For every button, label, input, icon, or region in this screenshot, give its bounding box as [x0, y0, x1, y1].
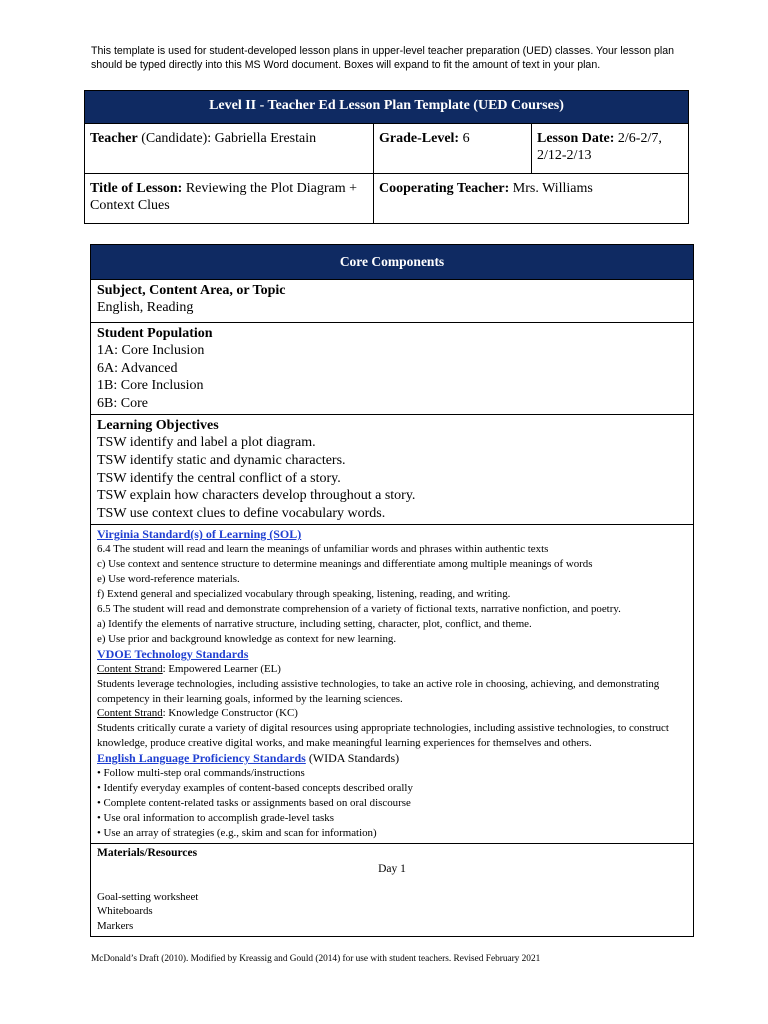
- cooperating-teacher-label: Cooperating Teacher:: [379, 181, 510, 196]
- elp-suffix: (WIDA Standards): [305, 751, 400, 766]
- sol-line: a) Identify the elements of narrative structure, including setting, character, plot, conflict, and theme.: [97, 617, 532, 630]
- objective-item: TSW identify the central conflict of a story.: [97, 470, 341, 486]
- cooperating-teacher-cell: [374, 174, 689, 224]
- grade-cell: [374, 124, 532, 174]
- grade-value: 6: [459, 131, 470, 146]
- content-strand-el: [97, 662, 687, 677]
- population-section: [91, 323, 694, 415]
- elp-heading: [97, 751, 687, 766]
- elp-item: • Use an array of strategies (e.g., skim and scan for information): [97, 826, 377, 839]
- objective-item: TSW use context clues to define vocabulary words.: [97, 505, 386, 521]
- content-strand-label: Content Strand: [97, 662, 163, 675]
- elp-standards-link[interactable]: English Language Proficiency Standards: [97, 751, 306, 766]
- sol-line: 6.4 The student will read and learn the meanings of unfamiliar words and phrases within authentic texts: [97, 543, 549, 556]
- grade-label: Grade-Level:: [379, 131, 460, 146]
- lesson-title-label: Title of Lesson:: [90, 181, 183, 196]
- objectives-heading: Learning Objectives: [97, 418, 219, 434]
- content-strand-kc-text: Students critically curate a variety of digital resources using appropriate technologies, including assistive technologies, to construct knowledge, produce creative digital works, and make meaningful learning experiences for themselves and others.: [97, 722, 669, 750]
- date-cell: [532, 124, 689, 174]
- materials-heading: Materials/Resources: [97, 846, 198, 859]
- lesson-header-table: [84, 90, 689, 224]
- content-strand-el-text: Students leverage technologies, including assistive technologies, to take an active role in choosing, achieving, and demonstrating competency in their learning goals, informed by the learning sciences.: [97, 677, 660, 705]
- teacher-label: Teacher: [90, 131, 138, 146]
- teacher-cell: [85, 124, 374, 174]
- material-item: Whiteboards: [97, 905, 153, 918]
- material-item: Markers: [97, 920, 134, 933]
- objectives-section: [91, 415, 694, 525]
- objective-item: TSW identify static and dynamic characters.: [97, 452, 346, 468]
- spacer: [97, 877, 687, 890]
- standards-section: [91, 525, 694, 843]
- content-strand-value: : Empowered Learner (EL): [162, 662, 281, 675]
- cooperating-teacher-value: Mrs. Williams: [509, 181, 593, 196]
- elp-item: • Use oral information to accomplish grade-level tasks: [97, 811, 334, 824]
- subject-heading: Subject, Content Area, or Topic: [97, 283, 286, 298]
- population-heading: Student Population: [97, 326, 213, 341]
- content-strand-label: Content Strand: [97, 707, 163, 720]
- core-components-table: [90, 244, 694, 937]
- objective-item: TSW explain how characters develop throughout a story.: [97, 488, 416, 504]
- sol-line: c) Use context and sentence structure to determine meanings and differentiate among multiple meanings of words: [97, 558, 593, 571]
- sol-line: f) Extend general and specialized vocabulary through speaking, listening, reading, and writing.: [97, 588, 511, 601]
- core-components-banner: Core Components: [91, 245, 694, 280]
- elp-item: • Complete content-related tasks or assignments based on oral discourse: [97, 796, 411, 809]
- subject-section: [91, 280, 694, 323]
- lesson-plan-title: Level II - Teacher Ed Lesson Plan Template (UED Courses): [85, 91, 689, 124]
- population-item: 1B: Core Inclusion: [97, 378, 204, 394]
- population-item: 6A: Advanced: [97, 360, 178, 376]
- footer-note: McDonald’s Draft (2010). Modified by Kreassig and Gould (2014) for use with student teachers. Revised February 2021: [91, 954, 541, 964]
- sol-line: e) Use word-reference materials.: [97, 573, 240, 586]
- sol-line: e) Use prior and background knowledge as context for new learning.: [97, 632, 397, 645]
- technology-standards-link[interactable]: VDOE Technology Standards: [97, 646, 249, 661]
- day-label: Day 1: [378, 862, 406, 875]
- subject-value: English, Reading: [97, 300, 194, 315]
- lesson-title-value: Reviewing the Plot Diagram + Context Clues: [90, 181, 358, 213]
- sol-line: 6.5 The student will read and demonstrate comprehension of a variety of fictional texts, narrative nonfiction, and poetry.: [97, 602, 621, 615]
- teacher-value: (Candidate): Gabriella Erestain: [137, 131, 317, 146]
- lesson-title-cell: [85, 174, 374, 224]
- elp-item: • Follow multi-step oral commands/instructions: [97, 767, 305, 780]
- objective-item: TSW identify and label a plot diagram.: [97, 435, 316, 451]
- materials-section: [91, 843, 694, 937]
- material-item: Goal-setting worksheet: [97, 890, 199, 903]
- date-value: 2/6-2/7, 2/12-2/13: [537, 131, 662, 163]
- date-label: Lesson Date:: [537, 131, 615, 146]
- sol-link[interactable]: Virginia Standard(s) of Learning (SOL): [97, 527, 302, 542]
- elp-item: • Identify everyday examples of content-based concepts described orally: [97, 782, 413, 795]
- content-strand-kc: [97, 706, 687, 721]
- population-item: 1A: Core Inclusion: [97, 343, 205, 358]
- content-strand-value: : Knowledge Constructor (KC): [162, 707, 298, 720]
- intro-paragraph: This template is used for student-developed lesson plans in upper-level teacher preparation (UED) classes. Your lesson plan should be typed directly into this MS Word document. Boxes will expand to fit the amount of text in your plan.: [91, 45, 674, 71]
- population-item: 6B: Core: [97, 395, 148, 411]
